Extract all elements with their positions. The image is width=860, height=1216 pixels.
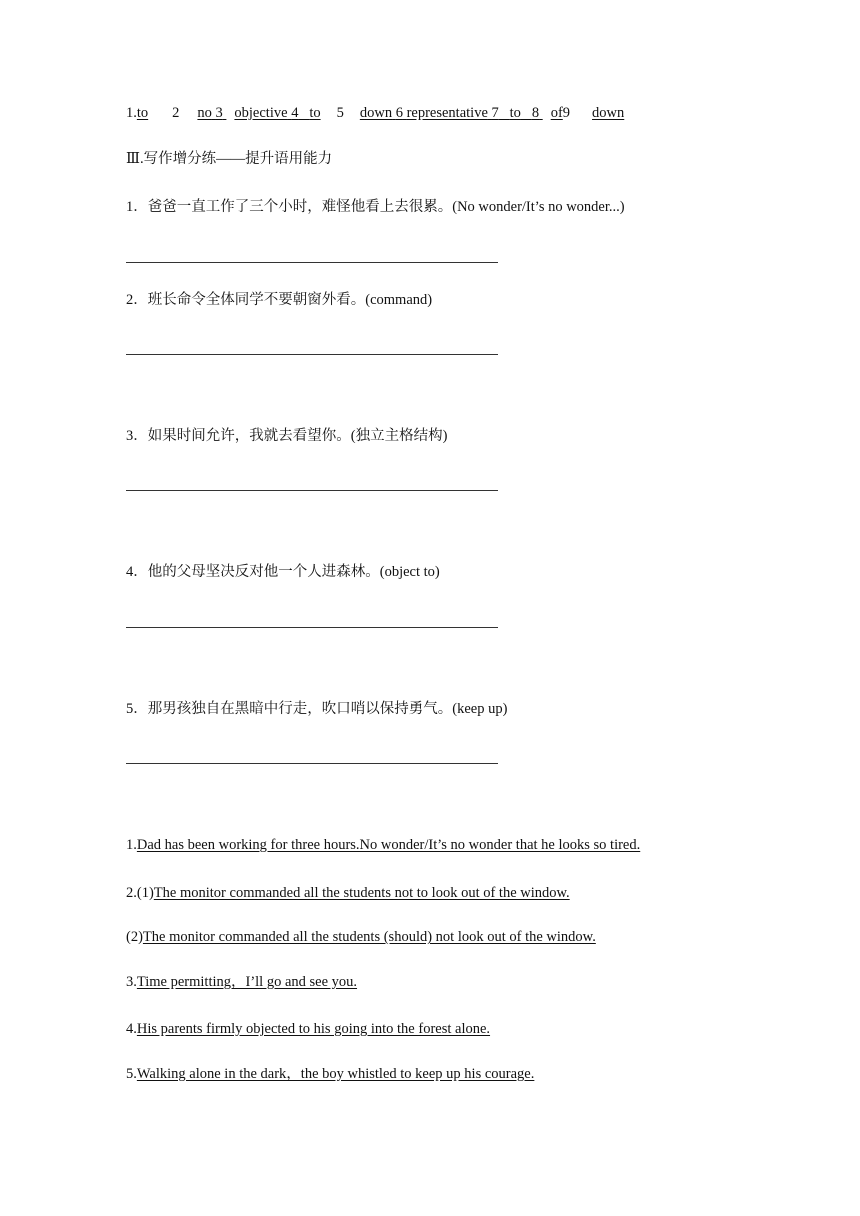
question-4: 4．他的父母坚决反对他一个人进森林。(object to) xyxy=(126,564,440,580)
section-heading: Ⅲ.写作增分练——提升语用能力 xyxy=(126,151,333,167)
answer-line xyxy=(126,104,624,122)
key-4: 4.His parents firmly objected to his going into the forest alone. xyxy=(126,1021,491,1037)
question-3: 3．如果时间允许，我就去看望你。(独立主格结构) xyxy=(126,428,448,444)
answer-blank: no 3 xyxy=(197,105,223,121)
key-2-1: 2.(1)The monitor commanded all the students not to look out of the window. xyxy=(126,885,570,901)
answer-blank: down 6 representative 7 to 8 xyxy=(359,105,540,121)
answer-blank-line-5[interactable] xyxy=(126,763,498,764)
answer-blank-line-4[interactable] xyxy=(126,627,498,628)
answer-blank: objective 4 to xyxy=(234,105,321,121)
answer-number: 2 xyxy=(172,105,180,121)
question-5: 5．那男孩独自在黑暗中行走，吹口哨以保持勇气。(keep up) xyxy=(126,701,508,717)
answer-number: 9 xyxy=(562,105,571,121)
key-3: 3.Time permitting，I’ll go and see you. xyxy=(126,974,358,990)
key-2-2: (2)The monitor commanded all the students (should) not look out of the window. xyxy=(126,929,596,945)
question-2: 2．班长命令全体同学不要朝窗外看。(command) xyxy=(126,292,433,308)
answer-number: 5 xyxy=(336,105,344,121)
answer-blank: of xyxy=(550,105,563,121)
answer-blank-line-3[interactable] xyxy=(126,490,498,491)
answer-number: 1. xyxy=(126,105,137,121)
answer-blank-line-2[interactable] xyxy=(126,354,498,355)
question-1: 1．爸爸一直工作了三个小时，难怪他看上去很累。(No wonder/It’s no wonder...) xyxy=(126,199,625,215)
key-5: 5.Walking alone in the dark，the boy whistled to keep up his courage. xyxy=(126,1066,535,1082)
answer-blank: down xyxy=(592,105,625,121)
answer-blank: to xyxy=(136,105,149,121)
answer-blank-line-1[interactable] xyxy=(126,262,498,263)
key-1: 1.Dad has been working for three hours.No wonder/It’s no wonder that he looks so tired. xyxy=(126,837,641,853)
